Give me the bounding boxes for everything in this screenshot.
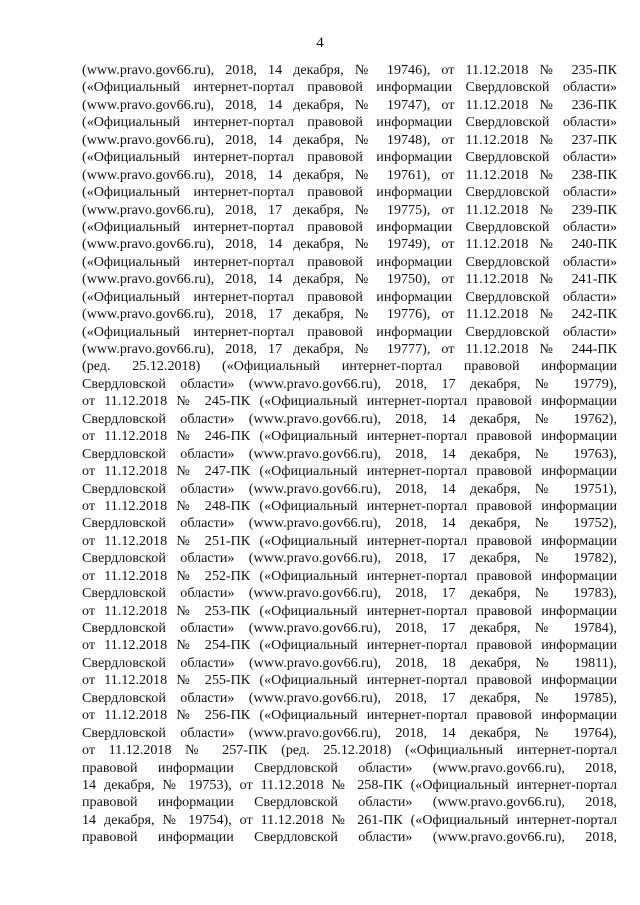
text-line: 14 декабря, № 19754), от 11.12.2018 № 261-ПК («Официальный интернет-портал xyxy=(82,811,617,828)
text-line: Свердловской области» (www.pravo.gov66.ru), 2018, 17 декабря, № 19783), xyxy=(82,585,617,602)
text-line: (ред. 25.12.2018) («Официальный интернет-портал правовой информации xyxy=(82,358,617,375)
text-line: (www.pravo.gov66.ru), 2018, 17 декабря, № 19776), от 11.12.2018 № 242-ПК xyxy=(82,306,617,323)
text-line: (www.pravo.gov66.ru), 2018, 14 декабря, № 19750), от 11.12.2018 № 241-ПК xyxy=(82,271,617,288)
text-line: («Официальный интернет-портал правовой информации Свердловской области» xyxy=(82,218,617,235)
text-line: 14 декабря, № 19753), от 11.12.2018 № 258-ПК («Официальный интернет-портал xyxy=(82,776,617,793)
text-line: от 11.12.2018 № 256-ПК («Официальный интернет-портал правовой информации xyxy=(82,707,617,724)
text-line: Свердловской области» (www.pravo.gov66.ru), 2018, 17 декабря, № 19782), xyxy=(82,550,617,567)
text-line: («Официальный интернет-портал правовой информации Свердловской области» xyxy=(82,149,617,166)
text-line: («Официальный интернет-портал правовой информации Свердловской области» xyxy=(82,253,617,270)
text-line: Свердловской области» (www.pravo.gov66.ru), 2018, 14 декабря, № 19751), xyxy=(82,480,617,497)
text-line: (www.pravo.gov66.ru), 2018, 17 декабря, № 19777), от 11.12.2018 № 244-ПК xyxy=(82,341,617,357)
text-line: от 11.12.2018 № 257-ПК (ред. 25.12.2018) («Официальный интернет-портал xyxy=(82,742,617,759)
text-line: (www.pravo.gov66.ru), 2018, 14 декабря, № 19748), от 11.12.2018 № 237-ПК xyxy=(82,131,617,148)
text-line: (www.pravo.gov66.ru), 2018, 14 декабря, № 19749), от 11.12.2018 № 240-ПК xyxy=(82,236,617,253)
text-line: от 11.12.2018 № 245-ПК («Официальный интернет-портал правовой информации xyxy=(82,393,617,410)
text-line: правовой информации Свердловской области» (www.pravo.gov66.ru), 2018, xyxy=(82,794,617,811)
text-line: от 11.12.2018 № 246-ПК («Официальный интернет-портал правовой информации xyxy=(82,428,617,445)
text-line: («Официальный интернет-портал правовой информации Свердловской области» xyxy=(82,79,617,96)
text-line: Свердловской области» (www.pravo.gov66.ru), 2018, 18 декабря, № 19811), xyxy=(82,654,617,671)
text-line: («Официальный интернет-портал правовой информации Свердловской области» xyxy=(82,114,617,131)
text-line: Свердловской области» (www.pravo.gov66.ru), 2018, 17 декабря, № 19785), xyxy=(82,689,617,706)
text-line: Свердловской области» (www.pravo.gov66.ru), 2018, 17 декабря, № 19779), xyxy=(82,375,617,392)
text-line: («Официальный интернет-портал правовой информации Свердловской области» xyxy=(82,323,617,340)
document-body xyxy=(82,62,617,847)
text-line: Свердловской области» (www.pravo.gov66.ru), 2018, 14 декабря, № 19762), xyxy=(82,410,617,427)
text-line: от 11.12.2018 № 255-ПК («Официальный интернет-портал правовой информации xyxy=(82,672,617,689)
text-line: (www.pravo.gov66.ru), 2018, 14 декабря, № 19761), от 11.12.2018 № 238-ПК xyxy=(82,166,617,183)
text-line: (www.pravo.gov66.ru), 2018, 14 декабря, № 19747), от 11.12.2018 № 236-ПК xyxy=(82,96,617,113)
text-line: Свердловской области» (www.pravo.gov66.ru), 2018, 14 декабря, № 19763), xyxy=(82,445,617,462)
text-line: от 11.12.2018 № 252-ПК («Официальный интернет-портал правовой информации xyxy=(82,567,617,584)
text-line: (www.pravo.gov66.ru), 2018, 14 декабря, № 19746), от 11.12.2018 № 235-ПК xyxy=(82,62,617,78)
text-line: от 11.12.2018 № 254-ПК («Официальный интернет-портал правовой информации xyxy=(82,637,617,654)
text-line: Свердловской области» (www.pravo.gov66.ru), 2018, 14 декабря, № 19752), xyxy=(82,515,617,532)
text-line: правовой информации Свердловской области» (www.pravo.gov66.ru), 2018, xyxy=(82,759,617,776)
text-line: Свердловской области» (www.pravo.gov66.ru), 2018, 14 декабря, № 19764), xyxy=(82,724,617,741)
text-line: от 11.12.2018 № 248-ПК («Официальный интернет-портал правовой информации xyxy=(82,497,617,514)
text-line: (www.pravo.gov66.ru), 2018, 17 декабря, № 19775), от 11.12.2018 № 239-ПК xyxy=(82,201,617,218)
text-line: Свердловской области» (www.pravo.gov66.ru), 2018, 17 декабря, № 19784), xyxy=(82,620,617,636)
page-number: 4 xyxy=(316,35,324,51)
text-line: («Официальный интернет-портал правовой информации Свердловской области» xyxy=(82,288,617,305)
text-line: от 11.12.2018 № 253-ПК («Официальный интернет-портал правовой информации xyxy=(82,602,617,619)
text-line: от 11.12.2018 № 247-ПК («Официальный интернет-портал правовой информации xyxy=(82,463,617,480)
text-line: («Официальный интернет-портал правовой информации Свердловской области» xyxy=(82,184,617,201)
text-line: от 11.12.2018 № 251-ПК («Официальный интернет-портал правовой информации xyxy=(82,532,617,549)
text-line: правовой информации Свердловской области» (www.pravo.gov66.ru), 2018, xyxy=(82,829,617,846)
